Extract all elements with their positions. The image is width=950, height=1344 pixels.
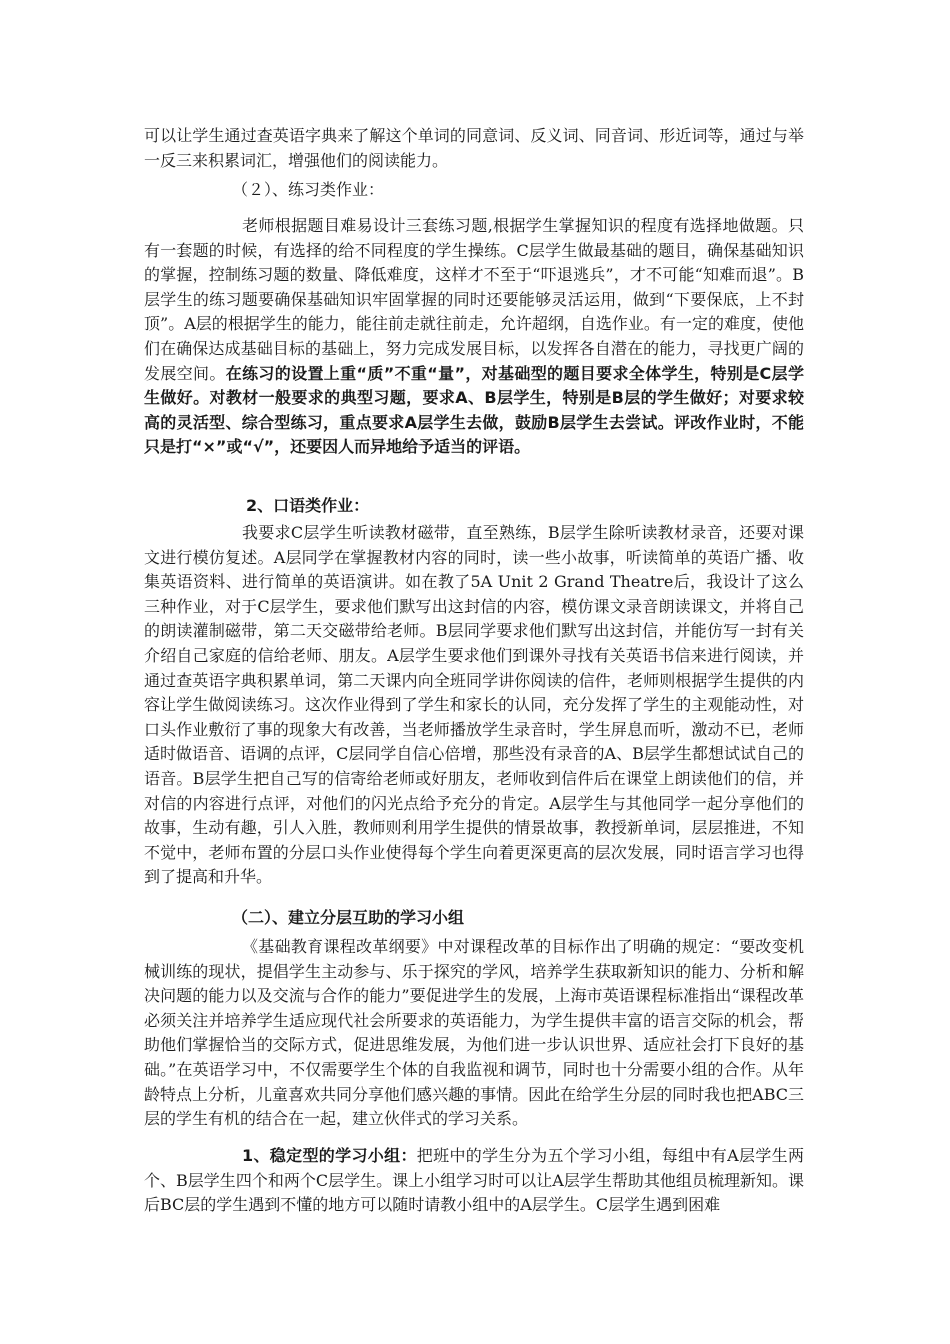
heading-practice-homework-text: （２）、练习类作业：: [232, 180, 385, 199]
paragraph-stable-group-normal: 把班中的学生分为五个学习小组，每组中有A层学生两个、B层学生四个和两个C层学生。课上小组学习时可以让A层学生帮助其他组员梳理新知。课后BC层的学生遇到不懂的地方可以随时请教小组中的A层学生。C层学生遇到困难: [144, 1146, 804, 1215]
paragraph-curriculum-text: 《基础教育课程改革纲要》中对课程改革的目标作出了明确的规定：“要改变机械训练的现状，提倡学生主动参与、乐于探究的学风，培养学生获取新知识的能力、分析和解决问题的能力以及交流与合作的能力”要促进学生的发展，上海市英语课程标准指出“课程改革必须关注并培养学生适应现代社会所要求的英语能力，为学生提供丰富的语言交际的机会，帮助他们掌握恰当的交际方式，促进思维发展，为他们进一步认识世界、适应社会打下良好的基础。”在英语学习中，不仅需要学生个体的自我监视和调节，同时也十分需要小组的合作。从年龄特点上分析，儿童喜欢共同分享他们感兴趣的事情。因此在给学生分层的同时我也把ABC三层的学生有机的结合在一起，建立伙伴式的学习关系。: [144, 937, 804, 1129]
heading-practice-homework: [232, 178, 384, 203]
heading-oral-homework: [246, 494, 369, 519]
paragraph-practice-normal: 老师根据题目难易设计三套练习题,根据学生掌握知识的程度有选择地做题。只有一套题的时候，有选择的给不同程度的学生操练。C层学生做最基础的题目，确保基础知识的掌握，控制练习题的数量、降低难度，这样才不至于“吓退逃兵”，才不可能“知难而退”。B层学生的练习题要确保基础知识牢固掌握的同时还要能够灵活运用，做到“下要保底，上不封顶”。A层的根据学生的能力，能往前走就往前走，允许超纲，自选作业。有一定的难度，使他们在确保达成基础目标的基础上，努力完成发展目标，以发挥各自潜在的能力，寻找更广阔的发展空间。: [144, 216, 804, 383]
paragraph-oral-text: 我要求C层学生听读教材磁带，直至熟练，B层学生除听读教材录音，还要对课文进行模仿复述。A层同学在掌握教材内容的同时，读一些小故事，听读简单的英语广播、收集英语资料、进行简单的英语演讲。如在教了5A Unit 2 Grand Theatre后，我设计了这么三种作业，对于C层学生，要求他们默写出这封信的内容，模仿课文录音朗读课文，并将自己的朗读灌制磁带，第二天交磁带给老师。B层同学要求他们默写出这封信，并能仿写一封有关介绍自己家庭的信给老师、朋友。A层学生要求他们到课外寻找有关英语书信来进行阅读，并通过查英语字典积累单词，第二天课内向全班同学讲你阅读的信件，老师则根据学生提供的内容让学生做阅读练习。这次作业得到了学生和家长的认同，充分发挥了学生的主观能动性，对口头作业敷衍了事的现象大有改善，当老师播放学生录音时，学生屏息而听，激动不已，老师适时做语音、语调的点评，C层同学自信心倍增，那些没有录音的A、B层学生都想试试自己的语音。B层学生把自己写的信寄给老师或好朋友，老师收到信件后在课堂上朗读他们的信，并对信的内容进行点评，对他们的闪光点给予充分的肯定。A层学生与其他同学一起分享他们的故事，生动有趣，引人入胜，教师则利用学生提供的情景故事，教授新单词，层层推进，不知不觉中，老师布置的分层口头作业使得每个学生向着更深更高的层次发展，同时语言学习也得到了提高和升华。: [144, 523, 804, 887]
paragraph-stable-group: [144, 1144, 804, 1218]
paragraph-stable-group-bold: 1、稳定型的学习小组：: [242, 1146, 417, 1165]
heading-oral-homework-text: 2、口语类作业：: [246, 496, 370, 515]
paragraph-curriculum: [144, 935, 804, 1132]
paragraph-vocabulary-text: 可以让学生通过查英语字典来了解这个单词的同意词、反义词、同音词、形近词等，通过与举一反三来积累词汇，增强他们的阅读能力。: [144, 126, 804, 170]
heading-study-groups: [232, 906, 464, 931]
paragraph-oral: [144, 521, 804, 890]
heading-study-groups-text: （二）、建立分层互助的学习小组: [232, 908, 465, 927]
paragraph-practice: [144, 214, 804, 460]
paragraph-vocabulary: [144, 124, 804, 173]
paragraph-practice-bold: 在练习的设置上重“质”不重“量”，对基础型的题目要求全体学生，特别是C层学生做好。对教材一般要求的典型习题，要求A、B层学生，特别是B层的学生做好；对要求较高的灵活型、综合型练习，重点要求A层学生去做，鼓励B层学生去尝试。评改作业时，不能只是打“×”或“√”，还要因人而异地给予适当的评语。: [144, 363, 804, 457]
